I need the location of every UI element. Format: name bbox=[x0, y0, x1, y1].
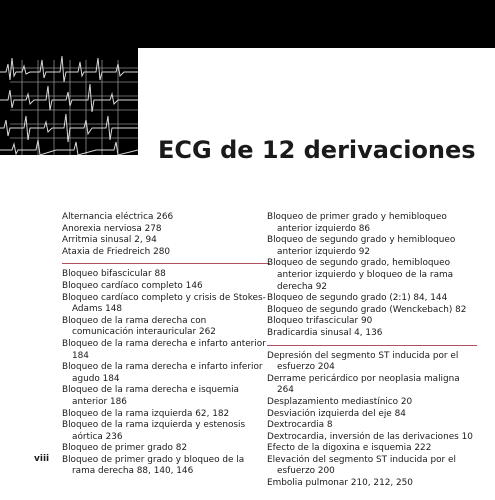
page-title: ECG de 12 derivaciones bbox=[158, 136, 476, 164]
index-group-left-1 bbox=[62, 212, 270, 258]
index-entry: Derrame pericárdico por neoplasia maligna 264 bbox=[267, 373, 460, 396]
section-divider bbox=[62, 263, 270, 264]
index-entry: Bloqueo de segundo grado y hemibloqueo anterior izquierdo 92 bbox=[267, 235, 456, 257]
index-entry: Bloqueo de la rama derecha e infarto inferior agudo 184 bbox=[62, 362, 263, 384]
index-entry: Bloqueo trifascicular 90 bbox=[267, 316, 373, 327]
ecg-grid-graphic bbox=[0, 0, 138, 155]
index-entry: Arritmia sinusal 2, 94 bbox=[62, 235, 157, 246]
index-entry: Bloqueo bifascicular 88 bbox=[62, 269, 166, 280]
index-entry: Bradicardia sinusal 4, 136 bbox=[267, 327, 383, 338]
index-entry: Alternancia eléctrica 266 bbox=[62, 212, 174, 222]
index-entry: Bloqueo de primer grado y bloqueo de la rama derecha 88, 140, 146 bbox=[62, 454, 245, 477]
index-entry: Depresión del segmento ST inducida por el esfuerzo 204 bbox=[267, 350, 459, 373]
index-column-left bbox=[62, 212, 270, 478]
index-entry: Anorexia nerviosa 278 bbox=[62, 223, 162, 234]
index-column-right bbox=[267, 212, 477, 490]
index-entry: Elevación del segmento ST inducida por el esfuerzo 200 bbox=[267, 454, 456, 477]
index-entry: Dextrocardia 8 bbox=[267, 420, 333, 431]
index-group-right-1 bbox=[267, 212, 477, 340]
index-group-right-2 bbox=[267, 351, 477, 490]
index-entry: Ataxia de Friedreich 280 bbox=[62, 246, 171, 257]
index-entry: Desviación izquierda del eje 84 bbox=[267, 408, 406, 419]
section-divider bbox=[267, 345, 477, 346]
index-entry: Embolia pulmonar 210, 212, 250 bbox=[267, 478, 413, 489]
index-entry: Bloqueo de segundo grado, hemibloqueo anterior izquierdo y bloqueo de la rama derecha 92 bbox=[267, 258, 454, 292]
index-group-left-2 bbox=[62, 269, 270, 478]
page-number: viii bbox=[34, 454, 50, 464]
index-entry: Bloqueo de la rama izquierda y estenosis aórtica 236 bbox=[62, 420, 246, 442]
index-entry: Bloqueo de la rama izquierda 62, 182 bbox=[62, 408, 230, 419]
index-entry: Desplazamiento mediastínico 20 bbox=[267, 396, 413, 407]
index-entry: Bloqueo de la rama derecha e infarto anterior 184 bbox=[62, 338, 266, 361]
index-entry: Efecto de la digoxina e isquemia 222 bbox=[267, 443, 432, 454]
index-entry: Bloqueo de primer grado y hemibloqueo anterior izquierdo 86 bbox=[267, 212, 447, 234]
index-entry: Bloqueo de segundo grado (Wenckebach) 82 bbox=[267, 304, 467, 315]
index-entry: Bloqueo de primer grado 82 bbox=[62, 443, 188, 454]
index-entry: Bloqueo cardíaco completo y crisis de Stokes-Adams 148 bbox=[62, 292, 266, 315]
index-entry: Bloqueo cardíaco completo 146 bbox=[62, 280, 203, 291]
ecg-strip-decoration bbox=[0, 0, 138, 155]
index-entry: Bloqueo de la rama derecha con comunicación interauricular 262 bbox=[62, 315, 216, 338]
index-entry: Dextrocardia, inversión de las derivaciones 10 bbox=[267, 431, 473, 442]
index-entry: Bloqueo de la rama derecha e isquemia anterior 186 bbox=[62, 385, 239, 407]
index-entry: Bloqueo de segundo grado (2:1) 84, 144 bbox=[267, 293, 448, 304]
